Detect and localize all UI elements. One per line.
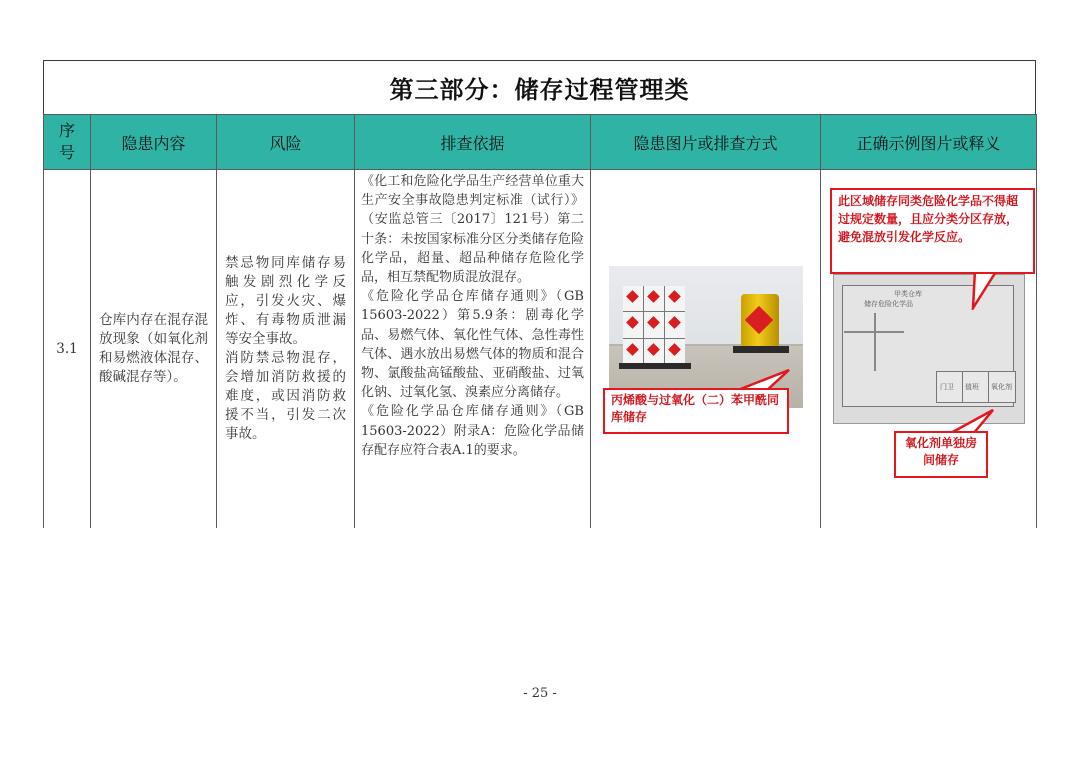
correct-callout-bottom: 氧化剂单独房间储存 <box>894 431 988 478</box>
risk-paragraph: 消防禁忌物混存，会增加消防救援的难度，或因消防救援不当，引发二次事故。 <box>225 350 346 442</box>
hazard-image-cell <box>591 170 821 529</box>
correct-callout-top: 此区域储存同类危险化学品不得超过规定数量，且应分类分区存放，避免混放引发化学反应。 <box>830 188 1035 274</box>
page-number: - 25 - <box>523 686 557 701</box>
hazard-callout: 丙烯酸与过氧化（二）苯甲酰同库储存 <box>603 388 789 434</box>
row-basis-cell <box>355 170 591 529</box>
correct-example-cell <box>821 170 1037 529</box>
table-header-row <box>44 115 1037 170</box>
section-title-band <box>43 60 1036 114</box>
col-header-hazard-image: 隐患图片或排查方式 <box>591 115 821 170</box>
col-header-seq: 序号 <box>44 115 91 170</box>
hazard-table <box>43 114 1037 528</box>
table-row <box>44 170 1037 529</box>
row-risk-cell <box>217 170 355 529</box>
row-hazard-text: 仓库内存在混存混放现象（如氧化剂和易燃液体混存、酸碱混存等）。 <box>99 312 208 385</box>
col-header-risk: 风险 <box>217 115 355 170</box>
chemical-boxes-stack <box>623 286 685 364</box>
col-header-correct-example: 正确示例图片或释义 <box>821 115 1037 170</box>
floor-plan-image: 甲类仓库 储存危险化学品 门卫 值班 氧化剂 <box>833 274 1025 424</box>
risk-paragraph: 禁忌物同库储存易触发剧烈化学反应，引发火灾、爆炸、有毒物质泄漏等安全事故。 <box>225 255 346 347</box>
col-header-hazard: 隐患内容 <box>91 115 217 170</box>
section-title: 第三部分：储存过程管理类 <box>389 76 690 104</box>
basis-paragraph: 《危险化学品仓库储存通则》（GB 15603-2022）第5.9条：剧毒化学品、易燃气体、氧化性气体、急性毒性气体、遇水放出易燃气体的物质和混合物、氯酸盐高锰酸盐、亚硝酸盐、过氧化钠、过氧化氢、溴素应分离储存。 <box>361 289 584 401</box>
col-header-basis: 排查依据 <box>355 115 591 170</box>
basis-paragraph: 《危险化学品仓库储存通则》（GB 15603-2022）附录A：危险化学品储存配存应符合表A.1的要求。 <box>361 404 584 458</box>
row-seq: 3.1 <box>44 170 91 529</box>
callout-pointer-icon <box>971 268 1021 310</box>
row-hazard-cell <box>91 170 217 529</box>
basis-paragraph: 《化工和危险化学品生产经营单位重大生产安全事故隐患判定标准（试行）》（安监总管三〔2017〕121号）第二十条：未按国家标准分区分类储存危险化学品，超量、超品种储存危险化学品，相互禁配物质混放混存。 <box>361 174 584 286</box>
